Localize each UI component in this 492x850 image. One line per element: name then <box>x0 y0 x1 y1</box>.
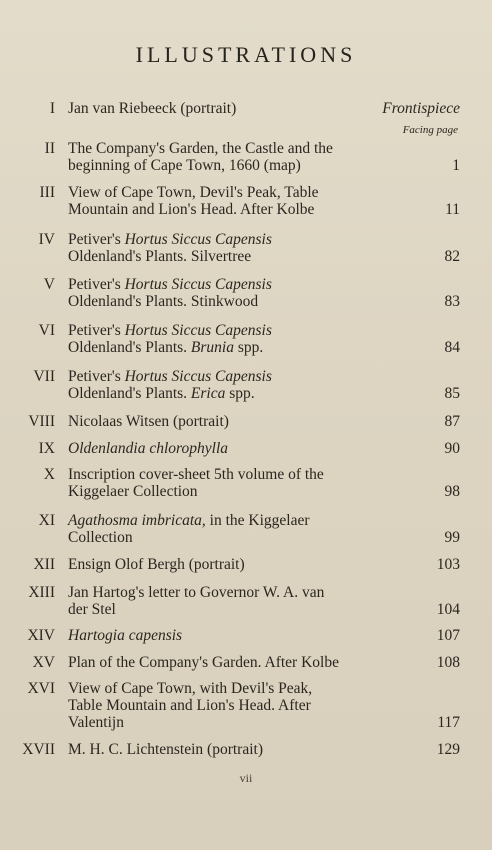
entry-number: XV <box>32 654 55 671</box>
entry-line: Inscription cover-sheet 5th volume of the <box>68 466 324 483</box>
entry-text: Petiver's <box>68 276 125 293</box>
entry-page: 107 <box>436 627 460 644</box>
entry-line: Jan Hartog's letter to Governor W. A. van <box>68 584 325 601</box>
entry-number: XIV <box>27 627 55 644</box>
entry-title: Ensign Olof Bergh (portrait) <box>68 556 245 573</box>
entry-line: Table Mountain and Lion's Head. After <box>68 697 311 714</box>
entry-number: IV <box>38 231 55 248</box>
entry-title <box>68 231 406 265</box>
entry-page: 90 <box>444 440 460 457</box>
entry-number: XVII <box>22 741 55 758</box>
entry-page: 85 <box>444 385 460 402</box>
entry-page: 82 <box>444 248 460 265</box>
entry-page: 103 <box>436 556 460 573</box>
entry-text: Oldenland's Plants. Silvertree <box>68 248 252 265</box>
entry-page: 117 <box>437 714 460 731</box>
entry-text: Petiver's <box>68 231 125 248</box>
entry-title: Oldenlandia chlorophylla <box>68 440 229 457</box>
entry-number: XI <box>38 512 55 529</box>
entry-page: 98 <box>444 483 460 500</box>
facing-page-label: Facing page <box>402 124 458 136</box>
entry-title: Plan of the Company's Garden. After Kolbe <box>68 654 339 671</box>
entry-number: X <box>43 466 55 483</box>
entry-number: XIII <box>28 584 55 601</box>
entry-page: 1 <box>452 157 460 174</box>
entry-page: 108 <box>436 654 460 671</box>
entry-title: Nicolaas Witsen (portrait) <box>68 413 229 430</box>
entry-line: Valentijn <box>68 714 124 731</box>
entry-text: spp. <box>233 339 264 356</box>
entry-text: Oldenland's Plants. <box>68 385 191 402</box>
entry-number: V <box>43 276 55 293</box>
entry-title: Hartogia capensis <box>68 627 183 644</box>
entry-text-italic: Brunia <box>190 339 234 356</box>
entry-text: spp. <box>225 385 255 402</box>
entry-number: VII <box>33 368 55 385</box>
entry-number: IX <box>38 440 55 457</box>
entry-line: Mountain and Lion's Head. After Kolbe <box>68 201 315 218</box>
entry-line: View of Cape Town, with Devil's Peak, <box>68 680 313 697</box>
entry-title: M. H. C. Lichtenstein (portrait) <box>68 741 263 758</box>
entry-text-italic: Agathosma imbricata, <box>68 512 206 529</box>
entry-title: Jan van Riebeeck (portrait) <box>68 100 237 117</box>
entry-line: der Stel <box>68 601 116 618</box>
entry-number: III <box>39 184 55 201</box>
entry-page: 11 <box>445 201 460 218</box>
entry-text-italic: Hortus Siccus Capensis <box>124 322 272 339</box>
entry-page: 84 <box>444 339 460 356</box>
entry-number: VIII <box>28 413 55 430</box>
entry-line: beginning of Cape Town, 1660 (map) <box>68 157 301 174</box>
entry-text: Oldenland's Plants. <box>68 339 191 356</box>
entry-text: Petiver's <box>68 322 125 339</box>
entry-number: I <box>49 100 55 117</box>
page-title: ILLUSTRATIONS <box>135 42 357 67</box>
entry-page: 104 <box>436 601 460 618</box>
entry-text: Petiver's <box>68 368 125 385</box>
entry-title <box>68 276 406 310</box>
entry-title <box>68 368 406 402</box>
entry-title <box>68 512 406 546</box>
entry-line: The Company's Garden, the Castle and the <box>68 140 333 157</box>
entry-number: XII <box>33 556 55 573</box>
entry-page: 129 <box>436 741 460 758</box>
entry-line: View of Cape Town, Devil's Peak, Table <box>68 184 319 201</box>
entry-title <box>68 184 406 218</box>
page-number: vii <box>239 771 253 785</box>
entry-text-italic: Hortus Siccus Capensis <box>124 231 272 248</box>
entry-title <box>68 322 406 356</box>
entry-page: 83 <box>444 293 460 310</box>
entry-number: XVI <box>27 680 55 697</box>
entry-page: 99 <box>444 529 460 546</box>
entry-text: in the Kiggelaer <box>205 512 310 529</box>
entry-text-italic: Hortus Siccus Capensis <box>124 368 272 385</box>
entry-number: II <box>44 140 55 157</box>
entry-title <box>68 140 406 174</box>
entry-line: Collection <box>68 529 133 546</box>
entry-number: VI <box>38 322 55 339</box>
entry-text-italic: Erica <box>190 385 226 402</box>
entry-title <box>68 680 406 731</box>
entry-page: 87 <box>444 413 460 430</box>
entry-page: Frontispiece <box>382 100 460 117</box>
entry-title <box>68 466 406 500</box>
entry-text: Oldenland's Plants. Stinkwood <box>68 293 259 310</box>
entry-text-italic: Hortus Siccus Capensis <box>124 276 272 293</box>
entry-title <box>68 584 406 618</box>
entry-line: Kiggelaer Collection <box>68 483 198 500</box>
